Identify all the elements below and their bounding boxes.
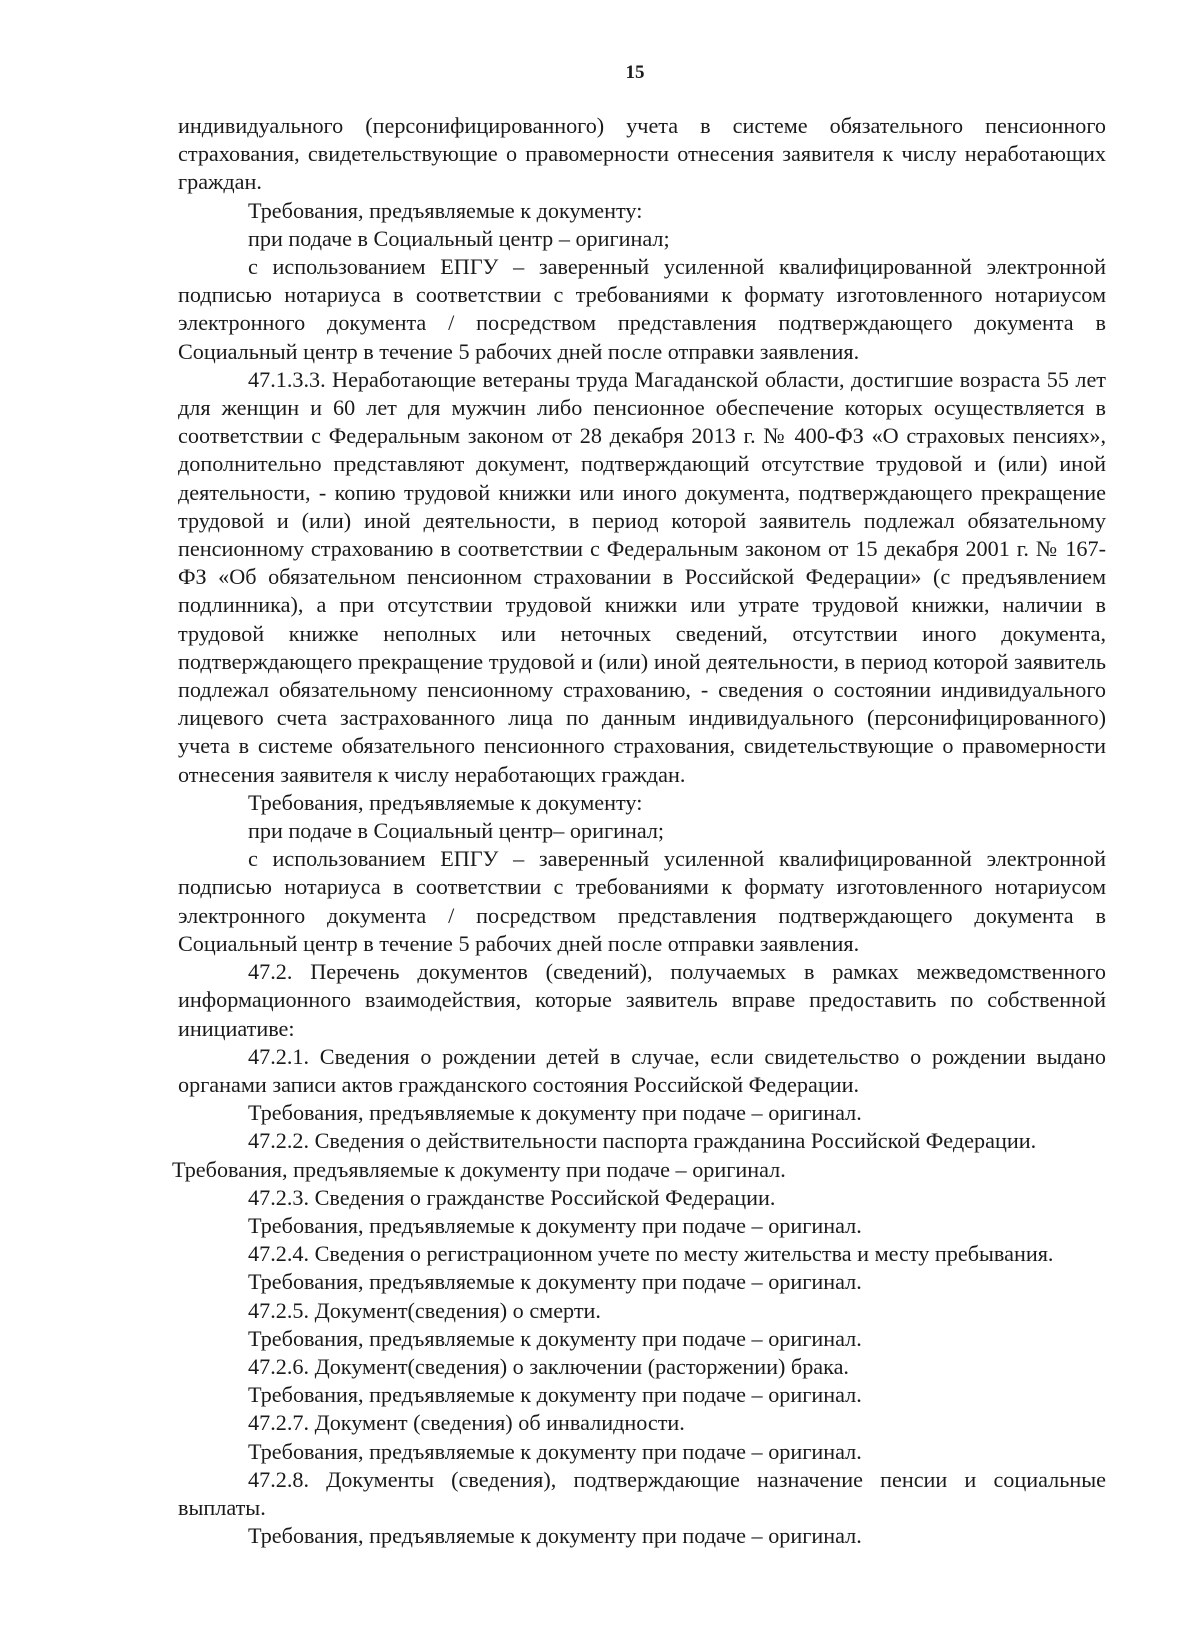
paragraph-47-2: 47.2. Перечень документов (сведений), получаемых в рамках межведомственного информационного взаимодействия, которые заявитель вправе предоставить по собственной инициативе: [178,959,1106,1041]
paragraph-requirement: Требования, предъявляемые к документу при подаче – оригинал. [248,1269,862,1295]
paragraph-requirement-epgu: с использованием ЕПГУ – заверенный усиленной квалифицированной электронной подписью нотариуса в соответствии с требованиями к формату изготовленного нотариусом электронного документа / посредством представления подтверждающего документа в Социальный центр в течение 5 рабочих дней после отправки заявления. [178,254,1106,364]
paragraph-47-2-6: 47.2.6. Документ(сведения) о заключении (расторжении) брака. [248,1353,849,1379]
paragraph-requirement-epgu: с использованием ЕПГУ – заверенный усиленной квалифицированной электронной подписью нотариуса в соответствии с требованиями к формату изготовленного нотариусом электронного документа / посредством представления подтверждающего документа в Социальный центр в течение 5 рабочих дней после отправки заявления. [178,846,1106,956]
paragraph-requirement: Требования, предъявляемые к документу при подаче – оригинал. [248,1523,862,1549]
paragraph-requirement-social-center: при подаче в Социальный центр– оригинал; [248,818,665,844]
paragraph-47-1-3-3: 47.1.3.3. Неработающие ветераны труда Магаданской области, достигшие возраста 55 лет для женщин и 60 лет для мужчин либо пенсионное обеспечение которых осуществляется в соответствии с Федеральным законом от 28 декабря 2013 г. № 400-ФЗ «О страховых пенсиях», дополнительно представляют документ, подтверждающий отсутствие трудовой и (или) иной деятельности, - копию трудовой книжки или иного документа, подтверждающего прекращение трудовой и (или) иной деятельности, в период которой заявитель подлежал обязательному пенсионному страхованию в соответствии с Федеральным законом от 15 декабря 2001 г. № 167-ФЗ «Об обязательном пенсионном страховании в Российской Федерации» (с предъявлением подлинника), а при отсутствии трудовой книжки или утрате трудовой книжки, наличии в трудовой книжке неполных или неточных сведений, отсутствии иного документа, подтверждающего прекращение трудовой и (или) иной деятельности, в период которой заявитель подлежал обязательному пенсионному страхованию, - сведения о состоянии индивидуального лицевого счета застрахованного лица по данным индивидуального (персонифицированного) учета в системе обязательного пенсионного страхования, свидетельствующие о правомерности отнесения заявителя к числу неработающих граждан. [178,366,1106,787]
paragraph-requirement: Требования, предъявляемые к документу при подаче – оригинал. [248,1382,862,1408]
paragraph-requirement: Требования, предъявляемые к документу при подаче – оригинал. [248,1438,862,1464]
paragraph-47-2-3: 47.2.3. Сведения о гражданстве Российской Федерации. [248,1184,776,1210]
paragraph-47-2-2: 47.2.2. Сведения о действительности паспорта гражданина Российской Федерации. [248,1128,1037,1154]
paragraph-47-2-7: 47.2.7. Документ (сведения) об инвалидности. [248,1410,685,1436]
paragraph-requirement: Требования, предъявляемые к документу при подаче – оригинал. [172,1156,786,1182]
page-number: 15 [625,62,645,83]
paragraph-47-2-5: 47.2.5. Документ(сведения) о смерти. [248,1297,601,1323]
document-body [172,112,1106,1550]
paragraph-47-2-1: 47.2.1. Сведения о рождении детей в случае, если свидетельство о рождении выдано органами записи актов гражданского состояния Российской Федерации. [178,1043,1106,1097]
paragraph-47-2-8: 47.2.8. Документы (сведения), подтверждающие назначение пенсии и социальные выплаты. [178,1466,1106,1520]
paragraph-requirements-heading: Требования, предъявляемые к документу: [248,789,643,815]
paragraph-requirement: Требования, предъявляемые к документу при подаче – оригинал. [248,1212,862,1238]
paragraph-requirement-social-center: при подаче в Социальный центр – оригинал; [248,225,670,251]
paragraph-requirements-heading: Требования, предъявляемые к документу: [248,197,643,223]
paragraph-requirement: Требования, предъявляемые к документу при подаче – оригинал. [248,1325,862,1351]
paragraph-continuation: индивидуального (персонифицированного) учета в системе обязательного пенсионного страхования, свидетельствующие о правомерности отнесения заявителя к числу неработающих граждан. [178,113,1106,195]
paragraph-47-2-4: 47.2.4. Сведения о регистрационном учете по месту жительства и месту пребывания. [248,1241,1054,1267]
paragraph-requirement: Требования, предъявляемые к документу при подаче – оригинал. [248,1100,862,1126]
